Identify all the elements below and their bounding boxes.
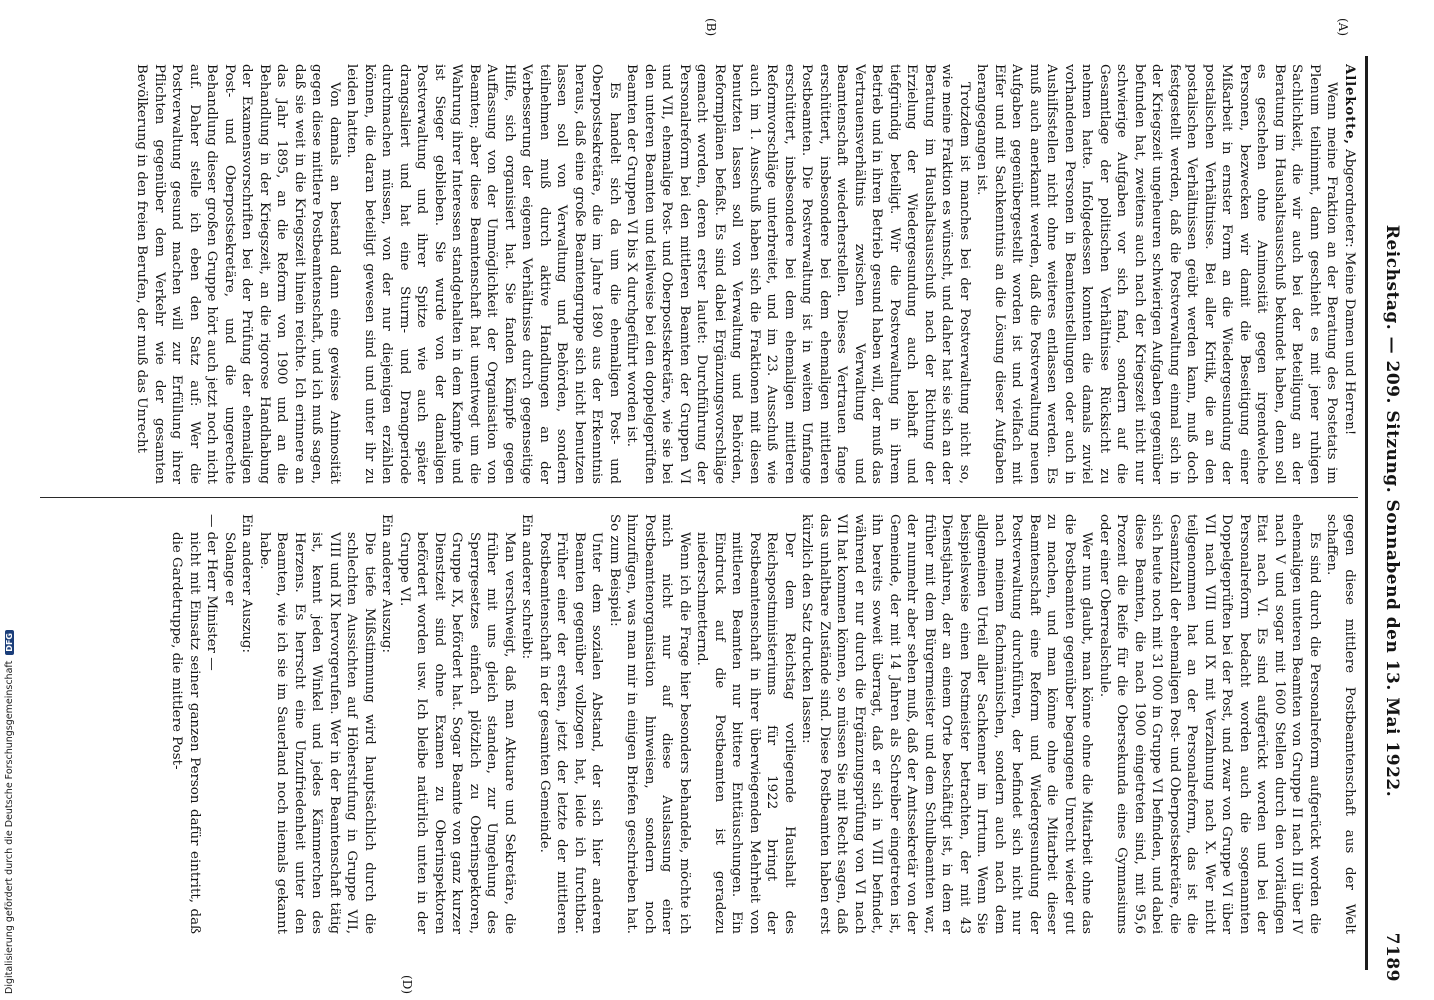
header-rule xyxy=(1365,56,1368,970)
right-column xyxy=(30,514,1358,934)
right-paragraph-11: Ein anderer Auszug: xyxy=(239,514,255,653)
page-header xyxy=(1372,40,1412,982)
column-divider xyxy=(40,497,1358,498)
right-paragraph-3: Wer nun glaubt, man könne ohne die Mitarbeit ohne das die Postbeamten gegenüber begangene Unrecht wieder gut zu machen, und man könne ohne die Mitarbeit dieser Beamtenschaft eine Reform und Wiedergesundung der Postverwaltung durchführen, der befindet sich nicht nur nach meinem fachmännischen, sondern auch nach dem allgemeinen Urteil aller Sachkenner im Irrtum. Wenn Sie beispielsweise einen Postmeister betrachten, der mit 43 Dienstjahren, der an einem Orte beschäftigt ist, in dem er früher mit dem Bürgermeister und dem Schulbeamten war, der nunmehr aber sehen muß, daß der Amtssekretär von der Gemeinde, der mit 14 Jahren als Schreiber eingetreten ist, ihn bereits soweit überragt, daß er sich in VIII befindet, während er nur durch die Ergänzungsprüfung von VI nach VII hat kommen können, so müssen Sie mit Recht sagen, daß das unhaltbare Zustände sind. Diese Postbeamten haben erst kürzlich den Satz drucken lassen: xyxy=(799,514,1095,934)
right-paragraph-1: gegen diese mittlere Postbeamtenschaft aus der Welt schaffen. xyxy=(1324,514,1357,934)
running-title: Reichstag. — 209. Sitzung. Sonnabend den 13. Mai 1922. xyxy=(1382,224,1402,798)
left-paragraph-2: Trotzdem ist manches bei der Postverwaltung nicht so, wie meine Fraktion es wünscht, und daher hat sie sich an der Beratung im Haushaltsausschuß nach der Richtung der Erzielung der Wiedergesundung auch lebhaft und tiefgründig beteiligt. Wir die Postverwaltung in ihrem Betrieb und in ihren Betrieb gesund haben will, der muß das Vertrauensverhältnis zwischen Verwaltung und Beamtenschaft wiederherstellen. Dieses Vertrauen fange erschüttert, insbesondere bei dem ehemaligen mittleren Postbeamten. Die Postverwaltung ist in weitem Umfange erschüttert, insbesondere bei dem ehemaligen mittleren Reformvorschläge unterbreitet, und im 23. Ausschuß wie auch im 1. Ausschuß haben sich die Fraktionen mit diesen benutzten lassen soll von Verwaltung und Behörden, Reformplänen befaßt. Es sind dabei Ergänzungsvorschläge gemacht worden, deren erster lautet: Durchführung der Personalreform bei den mittleren Beamten der Gruppen VI und VII, ehemalige Post- und Oberpostsekretäre, wie sie bei den unteren Beamten und teilweise bei den doppelgeprüften Beamten der Gruppen VI bis X durchgeführt worden ist. xyxy=(624,64,972,484)
margin-mark-b: (B) xyxy=(704,18,718,37)
credit-text: Digitalisierung gefördert durch die Deutsche Forschungsgemeinschaft xyxy=(3,660,15,994)
speaker-role: Abgeordneter: Meine Damen und Herren! xyxy=(1342,144,1357,436)
right-paragraph-9: Ein anderer Auszug: xyxy=(379,514,395,653)
margin-mark-d: (D) xyxy=(400,975,414,994)
quote-letter-3: Die tiefe Mißstimmung wird hauptsächlich durch die schlechten Aussichten auf Höherstufung in Gruppe VII, VIII und IX hervorgerufen. Wer in der Beamtenschaft tätig ist, kennt jeden Winkel und jedes Kämmerchen des Herzens. Es herrscht eine Unzufriedenheit unter den Beamten, wie ich sie im Sauerland noch niemals gekannt habe. xyxy=(257,532,377,934)
quote-postbeamte: Der dem Reichstag vorliegende Haushalt des Reichspostministeriums für 1922 bringt der Postbeamtenschaft in ihrer überwiegenden Mehrheit von mittleren Beamten nur bittere Enttäuschungen. Ein Eindruck auf die Postbeamten ist geradezu niederschmetternd. xyxy=(694,532,797,934)
quote-letter-4: Solange er xyxy=(222,532,237,606)
dfg-logo: DFG xyxy=(5,630,14,655)
quote-letter-1: Unter dem sozialen Abstand, der sich hier anderen Beamten gegenüber vollzogen hat, leide ich furchtbar. Früher einer der ersten, jetzt der letzte der mittleren Postbeamtenschaft in der gesamten Gemeinde. xyxy=(537,532,605,934)
margin-mark-a: (A) xyxy=(1336,18,1350,37)
speaker-paragraph xyxy=(1341,64,1359,484)
digitization-credit xyxy=(0,0,18,1000)
right-paragraph-5: Wenn ich die Frage hier besonders behandele, möchte ich mich nicht nur auf diese Auslassung einer Postbeamtenorganisation hinweisen, sondern noch hinzufügen, was man mir in einigen Briefen geschrieben hat. So zum Beispiel: xyxy=(607,514,692,934)
speaker-name: Allekotte, xyxy=(1342,64,1358,145)
left-column xyxy=(30,64,1358,484)
right-paragraph-7: Ein anderer schreibt: xyxy=(519,514,535,660)
page-number: 7189 xyxy=(1382,932,1402,982)
quote-letter-2: Man verschweigt, daß man Aktuare und Sekretäre, die früher mit uns gleich standen, zur Umgehung des Sperrgesetzes einfach plötzlich zu Oberinspektoren, Gruppe IX, befördert hat. Sogar Beamte von ganz kurzer Dienstzeit sind ohne Examen zu Oberinspektoren befördert worden usw. Ich bleibe natürlich unten in der Gruppe VI. xyxy=(397,532,517,934)
left-paragraph-4: Von damals an bestand dann eine gewisse Animosität gegen diese mittlere Postbeamtenschaft, und ich muß sagen, daß sie weit in die Kriegszeit hinein reichte. Ich erinnere an das Jahr 1895, an die Reform von 1900 und an die Behandlung in der Kriegszeit, an die rigorose Handhabung der Examensvorschriften bei der Prüfung der ehemaligen Post- und Oberpostsekretäre, und die ungerechte Behandlung dieser großen Gruppe hört auch jetzt noch nicht auf. Daher stelle ich eben den Satz auf: Wer die Postverwaltung gesund machen will zur Erfüllung ihrer Pflichten gegenüber dem Verkehr wie der gesamten Bevölkerung in den freien Berufen, der muß das Unrecht xyxy=(134,64,342,484)
left-paragraph-1: Wenn meine Fraktion an der Beratung des Postetats im Plenum teilnimmt, dann geschieht es mit jener ruhigen Sachlichkeit, die wir auch bei der Beteiligung an der Beratung im Haushaltsausschuß bekundet haben, denn soll es geschehen ohne Animosität gegen irgendwelche Personen, bezwecken wir damit die Beseitigung einer Mißarbeit in ernster Form an die Wiedergesundung der postalischen Verhältnisse. Bei aller Kritik, die an den postalischen Verhältnissen geübt werden kann, muß doch festgestellt werden, daß die Postverwaltung einmal sich in der Kriegszeit ungeheuren schwierigen Aufgaben gegenüber befunden hat, zweitens auch nach der Kriegszeit nicht nur schwierige Aufgaben vor sich fand, sondern auf die Gesamtlage der politischen Verhältnisse Rücksicht zu nehmen hatte. Infolgedessen konnten die damals zuviel vorhandenen Personen in Beamtenstellungen oder auch in Aushilfsstellen nicht ohne weiteres entlassen werden. Es muß auch anerkannt werden, daß die Postverwaltung neuen Aufgaben gegenübergestellt worden ist und vielfach mit Eifer und mit Sachkenntnis an die Lösung dieser Aufgaben herangegangen ist. xyxy=(974,64,1340,484)
right-paragraph-2: Es sind durch die Personalreform aufgerückt worden die ehemaligen unteren Beamten von Gruppe II nach III über IV nach V und sogar mit 1600 Stellen durch den vorläufigen Etat nach VI. Es sind aufgerückt worden und bei der Personalreform bedacht worden auch die sogenannten Doppelgeprüften bei der Post, und zwar von Gruppe VI über VII nach VIII und IX mit Verzahnung nach X. Wer nicht teilgenommen hat an der Personalreform, das ist die Gesamtzahl der ehemaligen Post- und Oberpostsekretäre, die sich heute noch mit 31 000 in Gruppe VI befinden, und dabei diese Beamten, die nach 1900 eingetreten sind, mit 95,6 Prozent die Reife für die Obersekunda eines Gymnasiums oder einer Oberrealschule. xyxy=(1097,514,1322,934)
interjection: — der Herr Minister — xyxy=(204,514,220,671)
quote-letter-4-cont: nicht mit Einsatz seiner ganzen Person dafür eintritt, daß die Gardetruppe, die mittlere Post- xyxy=(169,532,202,934)
left-paragraph-3: Es handelt sich da um die ehemaligen Post- und Oberpostsekretäre, die im Jahre 1890 aus der Erkenntnis heraus, daß eine große Beamtengruppe sich nicht benutzen lassen soll von Verwaltung und Behörden, sondern teilnehmen muß durch aktive Handlungen an der Verbesserung der eigenen Verhältnisse durch gegenseitige Hilfe, sich organisiert hat. Sie fanden Kämpfe gegen Auffassung von der Unmöglichkeit der Organisation von Beamten; aber diese Beamtenschaft hat unentwegt um die Wahrung ihrer Interessen standgehalten in dem Kampfe und ist Sieger geblieben. Sie wurde von der damaligen Postverwaltung und ihrer Spitze wie auch später drangsaliert und hat eine Sturm- und Drangperiode durchmachen müssen, von der nur diejenigen erzählen können, die daran beteiligt gewesen sind und unter ihr zu leiden hatten. xyxy=(344,64,622,484)
